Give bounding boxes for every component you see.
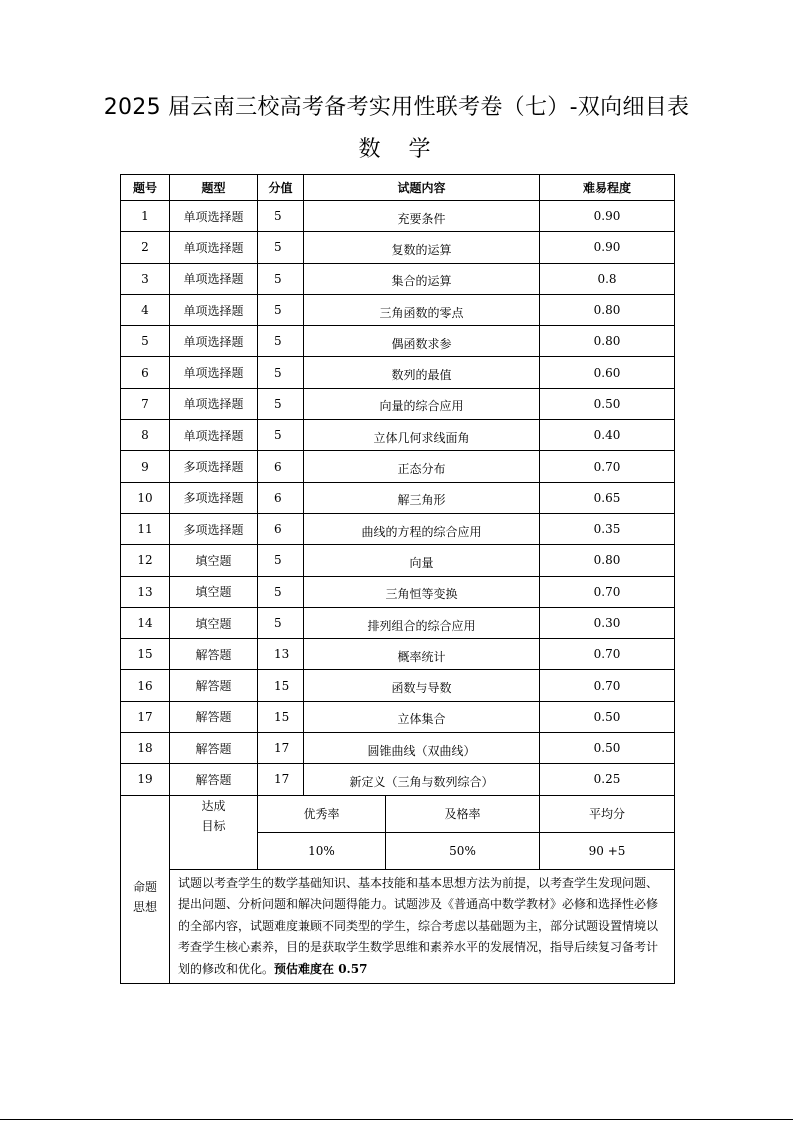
question-score: 5: [258, 420, 304, 451]
question-difficulty: 0.65: [540, 482, 675, 513]
question-content: 概率统计: [304, 639, 540, 670]
question-score: 5: [258, 576, 304, 607]
question-number: 3: [121, 263, 170, 294]
question-content: 正态分布: [304, 451, 540, 482]
intent-label-line1: 命题: [132, 880, 157, 895]
question-score: 15: [258, 670, 304, 701]
question-difficulty: 0.50: [540, 701, 675, 732]
question-difficulty: 0.70: [540, 639, 675, 670]
question-difficulty: 0.70: [540, 576, 675, 607]
question-number: 16: [121, 670, 170, 701]
col-header-difficulty: 难易程度: [540, 175, 675, 201]
question-number: 18: [121, 733, 170, 764]
question-score: 17: [258, 733, 304, 764]
table-row: [121, 263, 675, 294]
question-score: 6: [258, 513, 304, 544]
question-content: 充要条件: [304, 201, 540, 232]
table-row: [121, 232, 675, 263]
question-content: 集合的运算: [304, 263, 540, 294]
question-content: 圆锥曲线（双曲线）: [304, 733, 540, 764]
goal-value-average: 90 +5: [540, 832, 675, 869]
table-row: [121, 701, 675, 732]
question-number: 17: [121, 701, 170, 732]
question-difficulty: 0.8: [540, 263, 675, 294]
question-difficulty: 0.80: [540, 545, 675, 576]
question-number: 14: [121, 607, 170, 638]
question-score: 5: [258, 607, 304, 638]
table-row: [121, 201, 675, 232]
intent-row: [121, 869, 675, 984]
table-row: [121, 357, 675, 388]
question-content: 函数与导数: [304, 670, 540, 701]
question-type: 解答题: [170, 670, 258, 701]
question-difficulty: 0.80: [540, 294, 675, 325]
question-content: 复数的运算: [304, 232, 540, 263]
table-row: [121, 482, 675, 513]
table-row: [121, 670, 675, 701]
question-score: 5: [258, 326, 304, 357]
question-number: 5: [121, 326, 170, 357]
question-difficulty: 0.35: [540, 513, 675, 544]
intent-label-line2: 思想: [132, 900, 157, 915]
intent-paragraph: [170, 869, 675, 984]
table-row: [121, 294, 675, 325]
question-difficulty: 0.60: [540, 357, 675, 388]
col-header-content: 试题内容: [304, 175, 540, 201]
question-number: 1: [121, 201, 170, 232]
question-difficulty: 0.50: [540, 733, 675, 764]
page-title: 2025 届云南三校高考备考实用性联考卷（七）-双向细目表: [103, 95, 690, 120]
question-number: 10: [121, 482, 170, 513]
question-content: 新定义（三角与数列综合）: [304, 764, 540, 795]
question-difficulty: 0.70: [540, 670, 675, 701]
question-score: 5: [258, 201, 304, 232]
question-type: 解答题: [170, 701, 258, 732]
question-type: 单项选择题: [170, 420, 258, 451]
goals-label-line2: 目标: [201, 818, 226, 833]
subject-heading: 数学: [358, 137, 459, 162]
question-number: 4: [121, 294, 170, 325]
question-type: 单项选择题: [170, 326, 258, 357]
question-type: 单项选择题: [170, 388, 258, 419]
question-content: 向量的综合应用: [304, 388, 540, 419]
col-header-type: 题型: [170, 175, 258, 201]
question-score: 15: [258, 701, 304, 732]
question-content: 立体集合: [304, 701, 540, 732]
table-row: [121, 420, 675, 451]
question-number: 13: [121, 576, 170, 607]
goal-value-pass: 50%: [386, 832, 540, 869]
question-content: 曲线的方程的综合应用: [304, 513, 540, 544]
question-number: 15: [121, 639, 170, 670]
question-score: 5: [258, 545, 304, 576]
question-type: 单项选择题: [170, 263, 258, 294]
question-content: 排列组合的综合应用: [304, 607, 540, 638]
goal-value-excellent: 10%: [258, 832, 386, 869]
bottom-rule: [0, 1119, 793, 1120]
intent-estimate: 预估难度在 0.57: [274, 961, 368, 976]
question-difficulty: 0.40: [540, 420, 675, 451]
question-type: 多项选择题: [170, 513, 258, 544]
question-content: 解三角形: [304, 482, 540, 513]
table-row: [121, 639, 675, 670]
goal-header-pass: 及格率: [386, 795, 540, 832]
question-content: 向量: [304, 545, 540, 576]
question-number: 19: [121, 764, 170, 795]
table-row: [121, 576, 675, 607]
question-score: 5: [258, 294, 304, 325]
question-difficulty: 0.70: [540, 451, 675, 482]
question-difficulty: 0.90: [540, 232, 675, 263]
question-type: 填空题: [170, 576, 258, 607]
table-body: [121, 201, 675, 796]
specification-table: [120, 174, 675, 984]
question-content: 偶函数求参: [304, 326, 540, 357]
table-row: [121, 607, 675, 638]
goals-label: [170, 795, 258, 869]
question-type: 多项选择题: [170, 451, 258, 482]
question-number: 6: [121, 357, 170, 388]
question-type: 解答题: [170, 733, 258, 764]
question-type: 解答题: [170, 639, 258, 670]
question-number: 7: [121, 388, 170, 419]
intent-label: [121, 795, 170, 984]
question-score: 5: [258, 263, 304, 294]
question-number: 9: [121, 451, 170, 482]
question-score: 5: [258, 232, 304, 263]
table-header-row: [121, 175, 675, 201]
question-score: 5: [258, 357, 304, 388]
table-row: [121, 733, 675, 764]
question-difficulty: 0.30: [540, 607, 675, 638]
question-type: 单项选择题: [170, 357, 258, 388]
question-type: 填空题: [170, 607, 258, 638]
question-content: 三角恒等变换: [304, 576, 540, 607]
question-score: 17: [258, 764, 304, 795]
goal-header-average: 平均分: [540, 795, 675, 832]
goals-header-row: [121, 795, 675, 832]
table-row: [121, 388, 675, 419]
question-difficulty: 0.90: [540, 201, 675, 232]
question-score: 5: [258, 388, 304, 419]
col-header-score: 分值: [258, 175, 304, 201]
question-type: 填空题: [170, 545, 258, 576]
question-type: 解答题: [170, 764, 258, 795]
col-header-number: 题号: [121, 175, 170, 201]
table-row: [121, 764, 675, 795]
question-content: 三角函数的零点: [304, 294, 540, 325]
table-row: [121, 451, 675, 482]
table-row: [121, 513, 675, 544]
table-row: [121, 545, 675, 576]
question-type: 单项选择题: [170, 232, 258, 263]
question-type: 单项选择题: [170, 294, 258, 325]
question-number: 8: [121, 420, 170, 451]
table-row: [121, 326, 675, 357]
intent-text: 试题以考查学生的数学基础知识、基本技能和基本思想方法为前提，以考查学生发现问题、提出问题、分析问题和解决问题得能力。试题涉及《普通高中数学教材》必修和选择性必修的全部内容，试题难度兼顾不同类型的学生，综合考虑以基础题为主，部分试题设置情境以考查学生核心素养，目的是获取学生数学思维和素养水平的发展情况，指导后续复习备考计划的修改和优化。: [178, 875, 659, 976]
question-difficulty: 0.80: [540, 326, 675, 357]
question-difficulty: 0.50: [540, 388, 675, 419]
question-content: 数列的最值: [304, 357, 540, 388]
question-score: 6: [258, 482, 304, 513]
question-type: 单项选择题: [170, 201, 258, 232]
goal-header-excellent: 优秀率: [258, 795, 386, 832]
question-number: 12: [121, 545, 170, 576]
question-type: 多项选择题: [170, 482, 258, 513]
question-difficulty: 0.25: [540, 764, 675, 795]
question-content: 立体几何求线面角: [304, 420, 540, 451]
question-score: 13: [258, 639, 304, 670]
question-score: 6: [258, 451, 304, 482]
question-number: 11: [121, 513, 170, 544]
goals-label-line1: 达成: [201, 798, 226, 813]
question-number: 2: [121, 232, 170, 263]
